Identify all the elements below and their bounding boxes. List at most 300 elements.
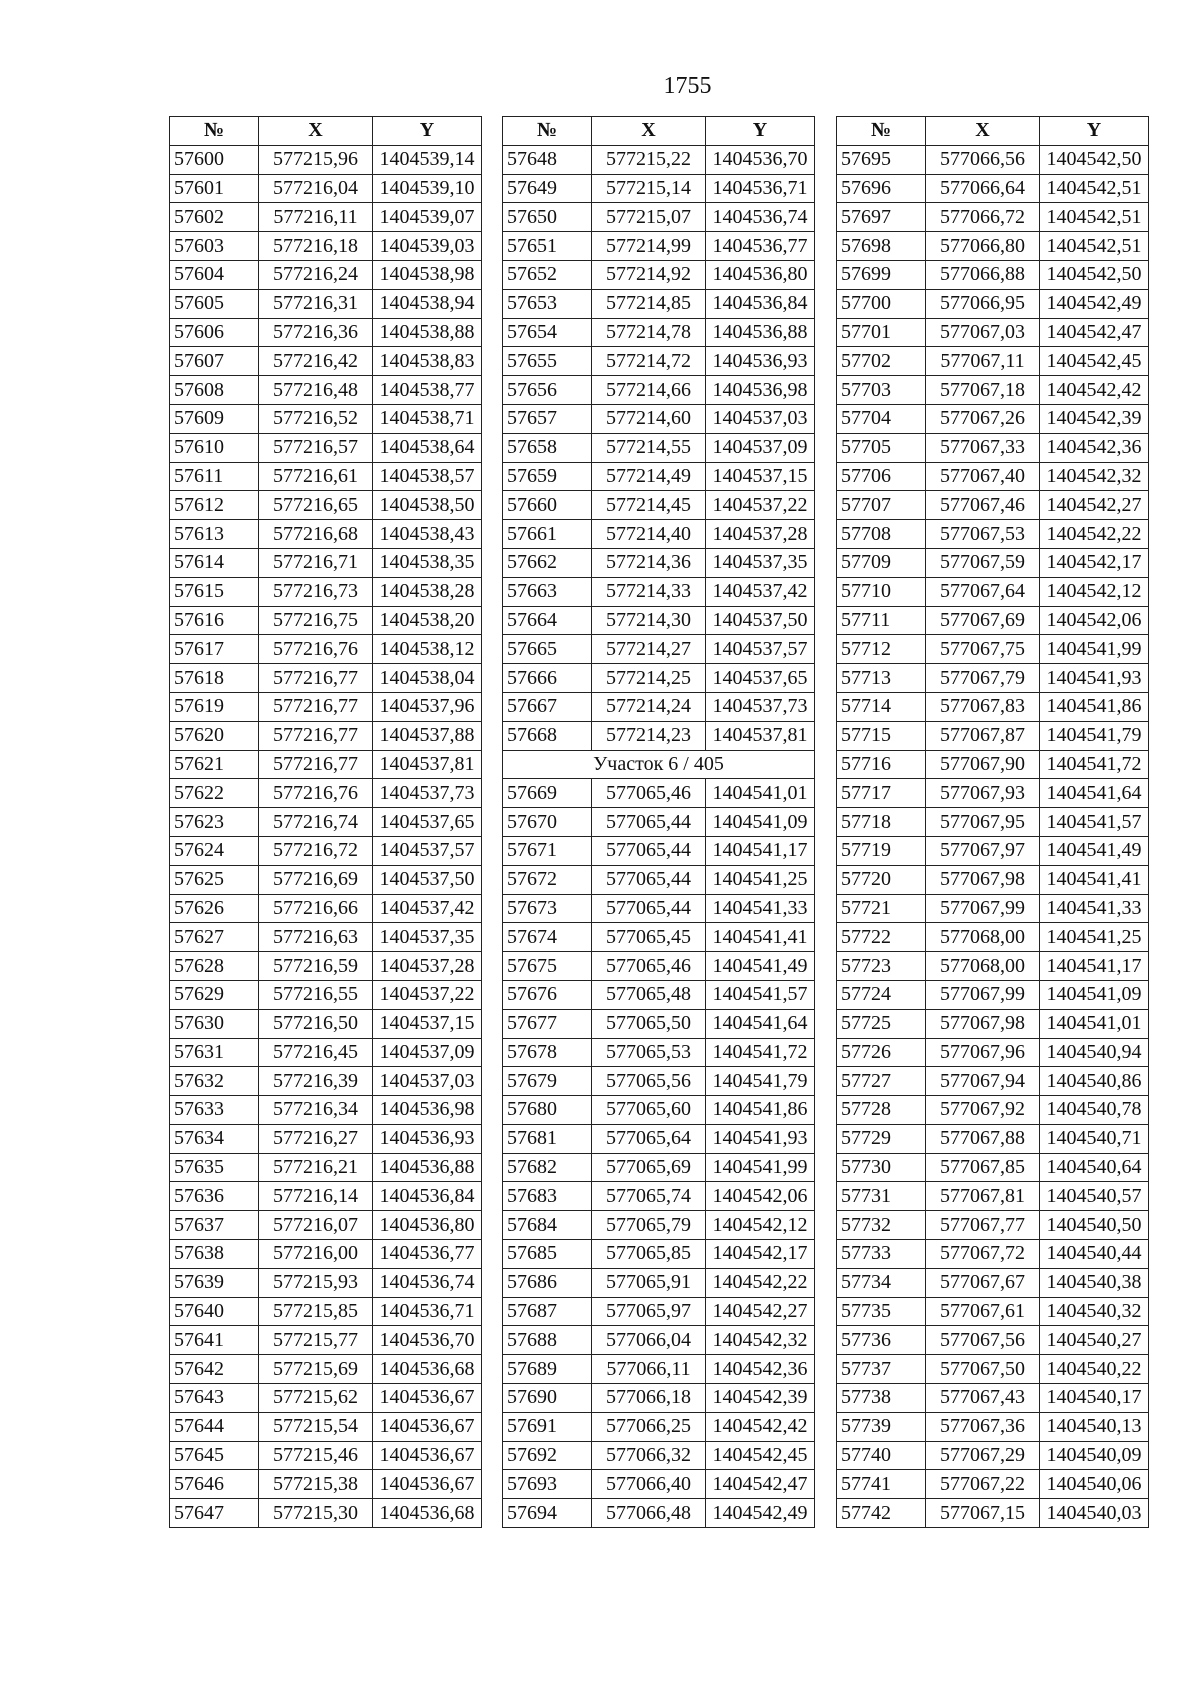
y-coordinate-cell: 1404536,71	[706, 174, 815, 203]
column-header-number: №	[170, 117, 259, 146]
point-number-cell: 57665	[503, 635, 592, 664]
point-number-cell: 57713	[837, 664, 926, 693]
table-row	[170, 1038, 482, 1067]
y-coordinate-cell: 1404540,09	[1040, 1441, 1149, 1470]
y-coordinate-cell: 1404540,27	[1040, 1326, 1149, 1355]
x-coordinate-cell: 577216,61	[259, 462, 373, 491]
point-number-cell: 57651	[503, 232, 592, 261]
x-coordinate-cell: 577066,11	[592, 1355, 706, 1384]
y-coordinate-cell: 1404541,99	[706, 1153, 815, 1182]
point-number-cell: 57675	[503, 952, 592, 981]
point-number-cell: 57620	[170, 721, 259, 750]
y-coordinate-cell: 1404542,49	[1040, 289, 1149, 318]
point-number-cell: 57692	[503, 1441, 592, 1470]
point-number-cell: 57643	[170, 1384, 259, 1413]
y-coordinate-cell: 1404536,71	[373, 1297, 482, 1326]
table-row	[503, 1499, 815, 1528]
y-coordinate-cell: 1404541,64	[1040, 779, 1149, 808]
x-coordinate-cell: 577216,73	[259, 577, 373, 606]
x-coordinate-cell: 577214,24	[592, 692, 706, 721]
y-coordinate-cell: 1404538,98	[373, 260, 482, 289]
x-coordinate-cell: 577215,54	[259, 1412, 373, 1441]
point-number-cell: 57619	[170, 692, 259, 721]
y-coordinate-cell: 1404538,43	[373, 520, 482, 549]
point-number-cell: 57669	[503, 779, 592, 808]
table-row	[170, 1412, 482, 1441]
x-coordinate-cell: 577216,18	[259, 232, 373, 261]
y-coordinate-cell: 1404542,27	[706, 1297, 815, 1326]
point-number-cell: 57708	[837, 520, 926, 549]
x-coordinate-cell: 577215,46	[259, 1441, 373, 1470]
point-number-cell: 57689	[503, 1355, 592, 1384]
table-row	[170, 865, 482, 894]
x-coordinate-cell: 577216,77	[259, 692, 373, 721]
point-number-cell: 57700	[837, 289, 926, 318]
point-number-cell: 57674	[503, 923, 592, 952]
y-coordinate-cell: 1404541,33	[706, 894, 815, 923]
x-coordinate-cell: 577067,59	[926, 548, 1040, 577]
point-number-cell: 57733	[837, 1240, 926, 1269]
y-coordinate-cell: 1404538,77	[373, 376, 482, 405]
y-coordinate-cell: 1404537,28	[373, 952, 482, 981]
table-row	[170, 376, 482, 405]
point-number-cell: 57650	[503, 203, 592, 232]
x-coordinate-cell: 577214,45	[592, 491, 706, 520]
x-coordinate-cell: 577067,69	[926, 606, 1040, 635]
x-coordinate-cell: 577216,63	[259, 923, 373, 952]
point-number-cell: 57611	[170, 462, 259, 491]
x-coordinate-cell: 577067,77	[926, 1211, 1040, 1240]
point-number-cell: 57600	[170, 145, 259, 174]
table-row	[170, 462, 482, 491]
point-number-cell: 57648	[503, 145, 592, 174]
point-number-cell: 57659	[503, 462, 592, 491]
point-number-cell: 57612	[170, 491, 259, 520]
y-coordinate-cell: 1404540,13	[1040, 1412, 1149, 1441]
point-number-cell: 57718	[837, 808, 926, 837]
point-number-cell: 57631	[170, 1038, 259, 1067]
y-coordinate-cell: 1404538,50	[373, 491, 482, 520]
x-coordinate-cell: 577067,96	[926, 1038, 1040, 1067]
point-number-cell: 57702	[837, 347, 926, 376]
point-number-cell: 57687	[503, 1297, 592, 1326]
x-coordinate-cell: 577214,72	[592, 347, 706, 376]
table-row	[170, 635, 482, 664]
table-row	[837, 1240, 1149, 1269]
y-coordinate-cell: 1404542,12	[706, 1211, 815, 1240]
table-row	[837, 1499, 1149, 1528]
point-number-cell: 57660	[503, 491, 592, 520]
x-coordinate-cell: 577216,52	[259, 404, 373, 433]
y-coordinate-cell: 1404537,88	[373, 721, 482, 750]
table-row	[170, 1124, 482, 1153]
point-number-cell: 57717	[837, 779, 926, 808]
x-coordinate-cell: 577214,55	[592, 433, 706, 462]
point-number-cell: 57726	[837, 1038, 926, 1067]
x-coordinate-cell: 577214,25	[592, 664, 706, 693]
y-coordinate-cell: 1404539,10	[373, 174, 482, 203]
x-coordinate-cell: 577216,21	[259, 1153, 373, 1182]
x-coordinate-cell: 577067,98	[926, 1009, 1040, 1038]
point-number-cell: 57654	[503, 318, 592, 347]
y-coordinate-cell: 1404542,22	[1040, 520, 1149, 549]
point-number-cell: 57662	[503, 548, 592, 577]
table-header-row	[837, 117, 1149, 146]
table-row	[503, 404, 815, 433]
table-row	[837, 865, 1149, 894]
point-number-cell: 57688	[503, 1326, 592, 1355]
table-row	[837, 664, 1149, 693]
table-row	[503, 1009, 815, 1038]
x-coordinate-cell: 577067,99	[926, 980, 1040, 1009]
table-row	[837, 318, 1149, 347]
x-coordinate-cell: 577216,00	[259, 1240, 373, 1269]
y-coordinate-cell: 1404541,49	[1040, 836, 1149, 865]
point-number-cell: 57682	[503, 1153, 592, 1182]
x-coordinate-cell: 577214,60	[592, 404, 706, 433]
table-row	[503, 289, 815, 318]
x-coordinate-cell: 577065,44	[592, 894, 706, 923]
y-coordinate-cell: 1404537,57	[373, 836, 482, 865]
table-row	[503, 145, 815, 174]
y-coordinate-cell: 1404541,57	[706, 980, 815, 1009]
x-coordinate-cell: 577065,85	[592, 1240, 706, 1269]
y-coordinate-cell: 1404542,22	[706, 1268, 815, 1297]
x-coordinate-cell: 577066,18	[592, 1384, 706, 1413]
x-coordinate-cell: 577065,53	[592, 1038, 706, 1067]
point-number-cell: 57695	[837, 145, 926, 174]
y-coordinate-cell: 1404542,49	[706, 1499, 815, 1528]
y-coordinate-cell: 1404541,17	[706, 836, 815, 865]
point-number-cell: 57607	[170, 347, 259, 376]
column-header-y: Y	[1040, 117, 1149, 146]
table-row	[837, 1470, 1149, 1499]
point-number-cell: 57618	[170, 664, 259, 693]
column-header-x: X	[259, 117, 373, 146]
y-coordinate-cell: 1404541,09	[706, 808, 815, 837]
y-coordinate-cell: 1404542,32	[1040, 462, 1149, 491]
point-number-cell: 57634	[170, 1124, 259, 1153]
x-coordinate-cell: 577067,99	[926, 894, 1040, 923]
y-coordinate-cell: 1404536,77	[706, 232, 815, 261]
x-coordinate-cell: 577067,95	[926, 808, 1040, 837]
x-coordinate-cell: 577215,85	[259, 1297, 373, 1326]
point-number-cell: 57636	[170, 1182, 259, 1211]
point-number-cell: 57683	[503, 1182, 592, 1211]
y-coordinate-cell: 1404536,88	[706, 318, 815, 347]
point-number-cell: 57633	[170, 1096, 259, 1125]
x-coordinate-cell: 577216,11	[259, 203, 373, 232]
x-coordinate-cell: 577066,32	[592, 1441, 706, 1470]
x-coordinate-cell: 577216,24	[259, 260, 373, 289]
x-coordinate-cell: 577067,46	[926, 491, 1040, 520]
point-number-cell: 57603	[170, 232, 259, 261]
table-row	[503, 1355, 815, 1384]
point-number-cell: 57714	[837, 692, 926, 721]
table-row	[837, 721, 1149, 750]
y-coordinate-cell: 1404541,01	[706, 779, 815, 808]
table-row	[170, 1009, 482, 1038]
y-coordinate-cell: 1404539,14	[373, 145, 482, 174]
x-coordinate-cell: 577216,69	[259, 865, 373, 894]
table-row	[170, 808, 482, 837]
y-coordinate-cell: 1404536,67	[373, 1470, 482, 1499]
point-number-cell: 57644	[170, 1412, 259, 1441]
x-coordinate-cell: 577216,42	[259, 347, 373, 376]
x-coordinate-cell: 577214,99	[592, 232, 706, 261]
y-coordinate-cell: 1404537,81	[706, 721, 815, 750]
point-number-cell: 57709	[837, 548, 926, 577]
x-coordinate-cell: 577215,77	[259, 1326, 373, 1355]
x-coordinate-cell: 577065,64	[592, 1124, 706, 1153]
y-coordinate-cell: 1404537,73	[706, 692, 815, 721]
point-number-cell: 57740	[837, 1441, 926, 1470]
point-number-cell: 57622	[170, 779, 259, 808]
point-number-cell: 57696	[837, 174, 926, 203]
table-row	[503, 1211, 815, 1240]
x-coordinate-cell: 577216,34	[259, 1096, 373, 1125]
section-row	[503, 750, 815, 779]
point-number-cell: 57625	[170, 865, 259, 894]
table-row	[503, 577, 815, 606]
y-coordinate-cell: 1404536,80	[706, 260, 815, 289]
table-header-row	[503, 117, 815, 146]
point-number-cell: 57705	[837, 433, 926, 462]
table-row	[170, 606, 482, 635]
table-row	[837, 779, 1149, 808]
point-number-cell: 57647	[170, 1499, 259, 1528]
y-coordinate-cell: 1404542,36	[1040, 433, 1149, 462]
point-number-cell: 57656	[503, 376, 592, 405]
y-coordinate-cell: 1404540,64	[1040, 1153, 1149, 1182]
table-row	[837, 289, 1149, 318]
table-row	[170, 548, 482, 577]
point-number-cell: 57678	[503, 1038, 592, 1067]
table-row	[170, 491, 482, 520]
table-row	[837, 1153, 1149, 1182]
table-row	[837, 836, 1149, 865]
y-coordinate-cell: 1404538,71	[373, 404, 482, 433]
table-row	[170, 577, 482, 606]
table-row	[503, 1326, 815, 1355]
x-coordinate-cell: 577067,75	[926, 635, 1040, 664]
y-coordinate-cell: 1404542,51	[1040, 203, 1149, 232]
point-number-cell: 57623	[170, 808, 259, 837]
point-number-cell: 57738	[837, 1384, 926, 1413]
y-coordinate-cell: 1404537,15	[706, 462, 815, 491]
point-number-cell: 57614	[170, 548, 259, 577]
point-number-cell: 57601	[170, 174, 259, 203]
x-coordinate-cell: 577065,69	[592, 1153, 706, 1182]
y-coordinate-cell: 1404537,03	[706, 404, 815, 433]
point-number-cell: 57711	[837, 606, 926, 635]
x-coordinate-cell: 577216,48	[259, 376, 373, 405]
y-coordinate-cell: 1404540,38	[1040, 1268, 1149, 1297]
point-number-cell: 57627	[170, 923, 259, 952]
x-coordinate-cell: 577067,90	[926, 750, 1040, 779]
x-coordinate-cell: 577065,91	[592, 1268, 706, 1297]
y-coordinate-cell: 1404542,17	[1040, 548, 1149, 577]
y-coordinate-cell: 1404542,17	[706, 1240, 815, 1269]
point-number-cell: 57732	[837, 1211, 926, 1240]
y-coordinate-cell: 1404540,06	[1040, 1470, 1149, 1499]
point-number-cell: 57742	[837, 1499, 926, 1528]
table-row	[503, 548, 815, 577]
x-coordinate-cell: 577215,93	[259, 1268, 373, 1297]
table-row	[837, 635, 1149, 664]
table-row	[837, 491, 1149, 520]
point-number-cell: 57663	[503, 577, 592, 606]
point-number-cell: 57715	[837, 721, 926, 750]
y-coordinate-cell: 1404537,09	[706, 433, 815, 462]
y-coordinate-cell: 1404539,03	[373, 232, 482, 261]
point-number-cell: 57670	[503, 808, 592, 837]
table-row	[503, 923, 815, 952]
x-coordinate-cell: 577215,69	[259, 1355, 373, 1384]
column-header-number: №	[837, 117, 926, 146]
y-coordinate-cell: 1404538,20	[373, 606, 482, 635]
x-coordinate-cell: 577066,64	[926, 174, 1040, 203]
y-coordinate-cell: 1404541,25	[706, 865, 815, 894]
page-number: 1755	[663, 73, 712, 99]
y-coordinate-cell: 1404542,50	[1040, 145, 1149, 174]
point-number-cell: 57736	[837, 1326, 926, 1355]
point-number-cell: 57716	[837, 750, 926, 779]
point-number-cell: 57641	[170, 1326, 259, 1355]
table-row	[170, 836, 482, 865]
y-coordinate-cell: 1404542,39	[1040, 404, 1149, 433]
y-coordinate-cell: 1404537,50	[706, 606, 815, 635]
y-coordinate-cell: 1404538,35	[373, 548, 482, 577]
point-number-cell: 57604	[170, 260, 259, 289]
table-row	[503, 1441, 815, 1470]
x-coordinate-cell: 577067,83	[926, 692, 1040, 721]
x-coordinate-cell: 577215,30	[259, 1499, 373, 1528]
x-coordinate-cell: 577067,61	[926, 1297, 1040, 1326]
table-row	[503, 376, 815, 405]
x-coordinate-cell: 577066,72	[926, 203, 1040, 232]
point-number-cell: 57652	[503, 260, 592, 289]
point-number-cell: 57739	[837, 1412, 926, 1441]
table-row	[503, 980, 815, 1009]
point-number-cell: 57642	[170, 1355, 259, 1384]
x-coordinate-cell: 577216,72	[259, 836, 373, 865]
x-coordinate-cell: 577215,07	[592, 203, 706, 232]
table-row	[503, 894, 815, 923]
x-coordinate-cell: 577067,36	[926, 1412, 1040, 1441]
x-coordinate-cell: 577065,74	[592, 1182, 706, 1211]
y-coordinate-cell: 1404542,45	[706, 1441, 815, 1470]
x-coordinate-cell: 577067,18	[926, 376, 1040, 405]
x-coordinate-cell: 577067,92	[926, 1096, 1040, 1125]
table-row	[837, 1384, 1149, 1413]
point-number-cell: 57613	[170, 520, 259, 549]
y-coordinate-cell: 1404540,44	[1040, 1240, 1149, 1269]
point-number-cell: 57701	[837, 318, 926, 347]
table-row	[503, 1412, 815, 1441]
x-coordinate-cell: 577067,33	[926, 433, 1040, 462]
x-coordinate-cell: 577216,27	[259, 1124, 373, 1153]
column-header-x: X	[592, 117, 706, 146]
point-number-cell: 57735	[837, 1297, 926, 1326]
table-row	[170, 1067, 482, 1096]
x-coordinate-cell: 577216,75	[259, 606, 373, 635]
point-number-cell: 57602	[170, 203, 259, 232]
point-number-cell: 57721	[837, 894, 926, 923]
y-coordinate-cell: 1404536,68	[373, 1499, 482, 1528]
point-number-cell: 57728	[837, 1096, 926, 1125]
point-number-cell: 57609	[170, 404, 259, 433]
column-header-y: Y	[373, 117, 482, 146]
y-coordinate-cell: 1404540,94	[1040, 1038, 1149, 1067]
table-row	[837, 692, 1149, 721]
x-coordinate-cell: 577215,96	[259, 145, 373, 174]
x-coordinate-cell: 577216,36	[259, 318, 373, 347]
y-coordinate-cell: 1404542,06	[706, 1182, 815, 1211]
y-coordinate-cell: 1404536,84	[373, 1182, 482, 1211]
x-coordinate-cell: 577216,59	[259, 952, 373, 981]
point-number-cell: 57666	[503, 664, 592, 693]
x-coordinate-cell: 577066,04	[592, 1326, 706, 1355]
y-coordinate-cell: 1404538,94	[373, 289, 482, 318]
x-coordinate-cell: 577216,04	[259, 174, 373, 203]
table-row	[837, 1009, 1149, 1038]
y-coordinate-cell: 1404536,80	[373, 1211, 482, 1240]
x-coordinate-cell: 577214,36	[592, 548, 706, 577]
y-coordinate-cell: 1404541,57	[1040, 808, 1149, 837]
table-row	[503, 1384, 815, 1413]
table-row	[170, 1470, 482, 1499]
table-row	[837, 347, 1149, 376]
x-coordinate-cell: 577067,94	[926, 1067, 1040, 1096]
point-number-cell: 57615	[170, 577, 259, 606]
y-coordinate-cell: 1404537,03	[373, 1067, 482, 1096]
x-coordinate-cell: 577067,43	[926, 1384, 1040, 1413]
y-coordinate-cell: 1404542,47	[1040, 318, 1149, 347]
table-row	[503, 1297, 815, 1326]
y-coordinate-cell: 1404536,98	[706, 376, 815, 405]
y-coordinate-cell: 1404542,42	[1040, 376, 1149, 405]
y-coordinate-cell: 1404542,39	[706, 1384, 815, 1413]
y-coordinate-cell: 1404537,22	[373, 980, 482, 1009]
y-coordinate-cell: 1404542,36	[706, 1355, 815, 1384]
table-row	[170, 1355, 482, 1384]
table-row	[170, 1211, 482, 1240]
table-row	[837, 1182, 1149, 1211]
x-coordinate-cell: 577214,40	[592, 520, 706, 549]
y-coordinate-cell: 1404541,33	[1040, 894, 1149, 923]
table-row	[170, 1240, 482, 1269]
table-row	[170, 174, 482, 203]
x-coordinate-cell: 577065,46	[592, 779, 706, 808]
x-coordinate-cell: 577067,15	[926, 1499, 1040, 1528]
x-coordinate-cell: 577067,26	[926, 404, 1040, 433]
y-coordinate-cell: 1404542,32	[706, 1326, 815, 1355]
table-row	[503, 952, 815, 981]
y-coordinate-cell: 1404538,88	[373, 318, 482, 347]
point-number-cell: 57645	[170, 1441, 259, 1470]
x-coordinate-cell: 577067,67	[926, 1268, 1040, 1297]
table-row	[503, 433, 815, 462]
y-coordinate-cell: 1404542,27	[1040, 491, 1149, 520]
table-row	[170, 664, 482, 693]
table-row	[503, 491, 815, 520]
x-coordinate-cell: 577066,48	[592, 1499, 706, 1528]
y-coordinate-cell: 1404541,09	[1040, 980, 1149, 1009]
x-coordinate-cell: 577067,56	[926, 1326, 1040, 1355]
y-coordinate-cell: 1404536,68	[373, 1355, 482, 1384]
table-row	[503, 865, 815, 894]
